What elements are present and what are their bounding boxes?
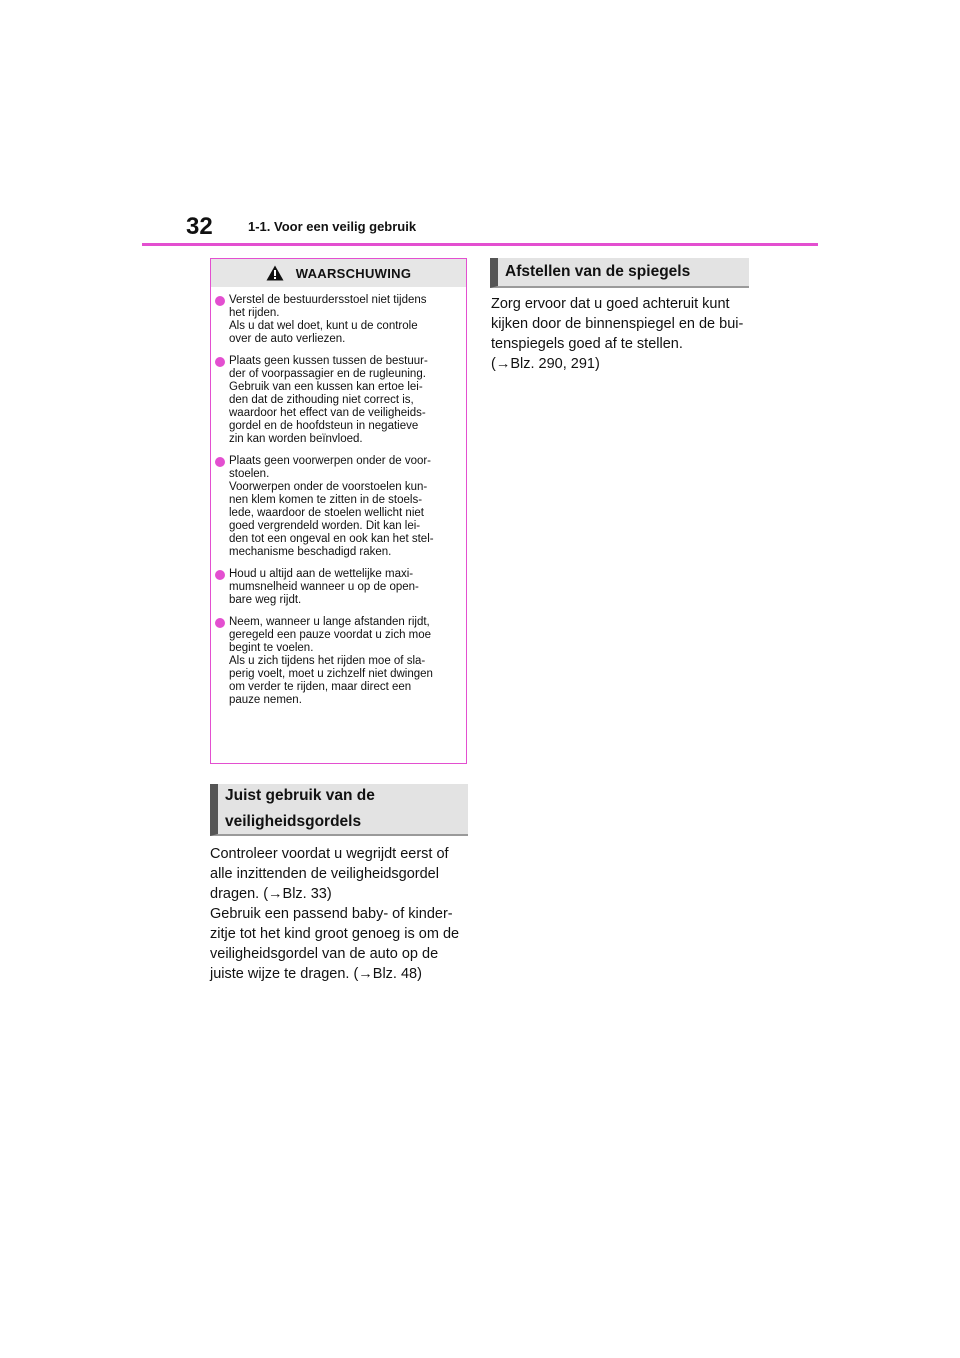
warning-item [215, 294, 460, 346]
warning-item-text: Neem, wanneer u lange afstanden rijdt, geregeld een pauze voordat u zich moe begint te voelen. Als u zich tijdens het rijden moe of sla- perig voelt, moet u zichzelf niet dwingen om verder te rijden, maar direct een pauze nemen. [229, 616, 433, 706]
warning-title: WAARSCHUWING [295, 265, 412, 281]
warning-item-text: Verstel de bestuurdersstoel niet tijdens het rijden. Als u dat wel doet, kunt u de controle over de auto verliezen. [229, 294, 427, 345]
warning-item [215, 616, 460, 707]
warning-header [211, 259, 466, 287]
warning-item-text: Houd u altijd aan de wettelijke maxi- mumsnelheid wanneer u op de open- bare weg rijdt. [229, 568, 419, 606]
bullet-icon [215, 296, 225, 306]
warning-item [215, 568, 460, 607]
warning-box [210, 258, 467, 764]
warning-item-text: Plaats geen kussen tussen de bestuur- der of voorpassagier en de rugleuning. Gebruik van een kussen kan ertoe lei- den dat de zithouding niet correct is, waardoor het effect van de veiligheids- gordel en de hoofdsteun in negatieve zin kan worden beïnvloed. [229, 355, 428, 445]
mirrors-heading [490, 258, 749, 288]
bullet-icon [215, 357, 225, 367]
mirrors-heading-text: Afstellen van de spiegels [505, 263, 691, 280]
warning-list [211, 287, 466, 707]
seatbelts-heading [210, 784, 468, 836]
warning-triangle-icon [266, 265, 284, 281]
section-title: 1-1. Voor een veilig gebruik [248, 219, 417, 234]
bullet-icon [215, 570, 225, 580]
seatbelts-text: Controleer voordat u wegrijdt eerst of alle inzittenden de veiligheidsgordel dragen. (→Blz. 33) Gebruik een passend baby- of kinder- zitje tot het kind groot genoeg is om de veiligheidsgordel van de auto op de juiste wijze te dragen. (→Blz. 48) [210, 846, 460, 982]
seatbelts-heading-text: Juist gebruik van de veiligheidsgordels [225, 787, 375, 830]
warning-item [215, 355, 460, 446]
warning-item [215, 455, 460, 559]
mirrors-text: Zorg ervoor dat u goed achteruit kunt kijken door de binnenspiegel en de bui- tenspiegels goed af te stellen. (→Blz. 290, 291) [491, 296, 744, 372]
bullet-icon [215, 618, 225, 628]
bullet-icon [215, 457, 225, 467]
warning-item-text: Plaats geen voorwerpen onder de voor- stoelen. Voorwerpen onder de voorstoelen kun- nen klem komen te zitten in de stoels- lede, waardoor de stoelen wellicht niet goed vergrendeld worden. Dit kan lei- den tot een ongeval en ook kan het stel- mechanisme beschadigd raken. [229, 455, 434, 558]
header-divider [142, 243, 818, 246]
page-number: 32 [186, 213, 213, 240]
